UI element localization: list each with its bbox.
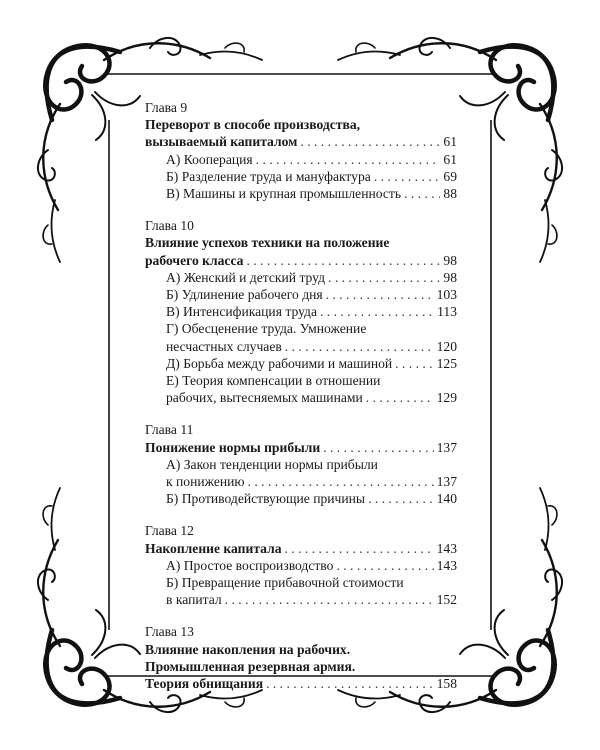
leader-dots xyxy=(374,168,441,185)
chapter-title-line xyxy=(145,116,457,133)
page-number: 152 xyxy=(436,592,457,608)
section-title: А) Простое воспроизводство xyxy=(166,557,334,573)
leader-dots xyxy=(323,439,433,456)
leader-dots xyxy=(300,133,440,150)
page-number: 61 xyxy=(443,151,457,167)
chapter-title: вызываемый капиталом xyxy=(145,134,298,150)
section-title: к понижению xyxy=(166,474,245,490)
chapter-block xyxy=(145,217,457,406)
section-title: рабочих, вытесняемых машинами xyxy=(166,390,363,406)
leader-dots xyxy=(256,151,441,168)
page-number: 140 xyxy=(436,491,457,507)
leader-dots xyxy=(328,269,440,286)
section-title: в капитал xyxy=(166,592,222,608)
chapter-number: Глава 10 xyxy=(145,218,194,234)
leader-dots xyxy=(366,389,434,406)
section-entry[interactable] xyxy=(145,490,457,507)
section-entry[interactable] xyxy=(145,168,457,185)
leader-dots xyxy=(336,557,433,574)
section-title: несчастных случаев xyxy=(166,338,282,354)
chapter-block xyxy=(145,99,457,202)
section-entry[interactable] xyxy=(145,303,457,320)
chapter-title-line xyxy=(145,641,457,658)
section-title: В) Интенсификация труда xyxy=(166,304,317,320)
section-title: А) Закон тенденции нормы прибыли xyxy=(166,456,378,472)
chapter-title: Теория обнищания xyxy=(145,676,264,692)
leader-dots xyxy=(368,490,434,507)
section-entry xyxy=(145,320,457,337)
chapter-title: Промышленная резервная армия. xyxy=(145,658,356,674)
section-entry[interactable] xyxy=(145,185,457,202)
page-number: 137 xyxy=(436,474,457,490)
section-entry[interactable] xyxy=(145,151,457,168)
section-entry[interactable] xyxy=(145,557,457,574)
page-number: 69 xyxy=(443,168,457,184)
chapter-number: Глава 12 xyxy=(145,523,194,539)
page-number: 61 xyxy=(443,134,457,150)
chapter-number: Глава 9 xyxy=(145,100,188,115)
section-entry xyxy=(145,456,457,473)
section-title: Б) Противодействующие причины xyxy=(166,491,366,507)
chapter-block xyxy=(145,421,457,507)
section-title: В) Машины и крупная промышленность xyxy=(166,186,402,202)
chapter-title: Накопление капитала xyxy=(145,540,282,556)
chapter-title-line[interactable] xyxy=(145,252,457,269)
chapter-number: Глава 13 xyxy=(145,624,194,640)
leader-dots xyxy=(225,591,434,608)
section-title: Б) Удлинение рабочего дня xyxy=(166,287,323,303)
leader-dots xyxy=(395,355,433,372)
section-title: Б) Превращение прибавочной стоимости xyxy=(166,575,404,591)
page-number: 88 xyxy=(443,186,457,202)
chapter-block xyxy=(145,522,457,608)
section-entry[interactable] xyxy=(145,355,457,372)
chapter-title: Переворот в способе производства, xyxy=(145,117,361,133)
page-number: 103 xyxy=(436,287,457,303)
chapter-title-line[interactable] xyxy=(145,540,457,557)
section-title: А) Женский и детский труд xyxy=(166,269,326,285)
section-entry xyxy=(145,372,457,389)
page-number: 129 xyxy=(436,390,457,406)
page-number: 120 xyxy=(436,338,457,354)
leader-dots xyxy=(326,286,434,303)
section-title: Б) Разделение труда и мануфактура xyxy=(166,168,371,184)
chapter-number: Глава 11 xyxy=(145,422,194,438)
chapter-title: Влияние накопления на рабочих. xyxy=(145,641,351,657)
chapter-title-line xyxy=(145,234,457,251)
page-number: 113 xyxy=(437,304,457,320)
leader-dots xyxy=(285,338,434,355)
section-entry[interactable] xyxy=(145,473,457,490)
section-entry[interactable] xyxy=(145,591,457,608)
chapter-title: Понижение нормы прибыли xyxy=(145,439,321,455)
section-entry[interactable] xyxy=(145,286,457,303)
leader-dots xyxy=(404,185,440,202)
section-title: Д) Борьба между рабочими и машиной xyxy=(166,355,393,371)
chapter-title-line xyxy=(145,658,457,675)
leader-dots xyxy=(246,252,440,269)
chapter-title-line[interactable] xyxy=(145,439,457,456)
section-entry[interactable] xyxy=(145,269,457,286)
page-number: 158 xyxy=(436,676,457,692)
page-number: 125 xyxy=(436,355,457,371)
page-number: 98 xyxy=(443,252,457,268)
leader-dots xyxy=(285,540,434,557)
chapter-title: Влияние успехов техники на положение xyxy=(145,235,390,251)
page-number: 143 xyxy=(436,557,457,573)
section-entry[interactable] xyxy=(145,338,457,355)
section-entry xyxy=(145,574,457,591)
chapter-title-line[interactable] xyxy=(145,133,457,150)
section-title: Г) Обесценение труда. Умножение xyxy=(166,321,367,337)
leader-dots xyxy=(248,473,434,490)
section-title: Е) Теория компенсации в отношении xyxy=(166,373,381,389)
chapter-block xyxy=(145,623,457,692)
chapter-title-line[interactable] xyxy=(145,675,457,692)
page-number: 137 xyxy=(436,439,457,455)
table-of-contents xyxy=(145,99,457,707)
chapter-title: рабочего класса xyxy=(145,252,244,268)
page-number: 98 xyxy=(443,269,457,285)
leader-dots xyxy=(266,675,434,692)
section-title: А) Кооперация xyxy=(166,151,253,167)
section-entry[interactable] xyxy=(145,389,457,406)
page-number: 143 xyxy=(436,540,457,556)
leader-dots xyxy=(320,303,434,320)
